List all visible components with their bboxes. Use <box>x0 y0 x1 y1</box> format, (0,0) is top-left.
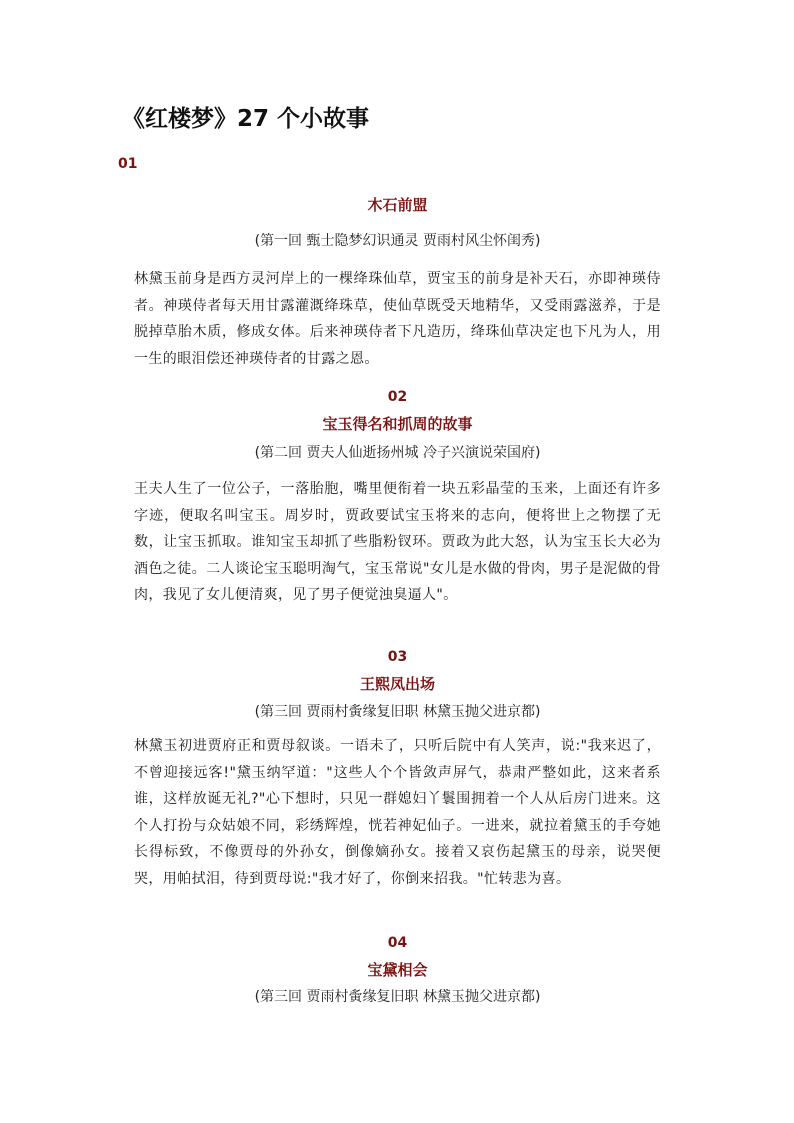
story-title: 木石前盟 <box>367 196 428 214</box>
chapter-reference: (第三回 贾雨村夤缘复旧职 林黛玉抛父进京都) <box>254 989 541 1005</box>
story-title: 宝玉得名和抓周的故事 <box>322 415 473 433</box>
story-number: 01 <box>118 156 138 172</box>
story-section <box>134 388 661 609</box>
story-title: 宝黛相会 <box>367 961 428 979</box>
chapter-reference: (第二回 贾夫人仙逝扬州城 冷子兴演说荣国府) <box>254 445 541 461</box>
story-number: 04 <box>387 935 408 951</box>
page-title: 《红楼梦》27 个小故事 <box>122 106 370 132</box>
story-number: 02 <box>387 389 408 405</box>
chapter-reference: (第一回 甄士隐梦幻识通灵 贾雨村风尘怀闺秀) <box>254 233 541 249</box>
story-section <box>134 648 661 892</box>
story-title: 王熙凤出场 <box>359 675 435 693</box>
chapter-reference: (第三回 贾雨村夤缘复旧职 林黛玉抛父进京都) <box>254 704 541 720</box>
story-body: 林黛玉前身是西方灵河岸上的一棵绛珠仙草，贾宝玉的前身是补天石，亦即神瑛侍者。神瑛侍者每天用甘露灌溉绛珠草，使仙草既受天地精华，又受雨露滋养，于是脱掉草胎木质，修成女体。后来神瑛侍者下凡造历，绛珠仙草决定也下凡为人，用一生的眼泪偿还神瑛侍者的甘露之恩。 <box>134 271 661 367</box>
story-body: 林黛玉初进贾府正和贾母叙谈。一语未了，只听后院中有人笑声，说:"我来迟了，不曾迎接远客!"黛玉纳罕道："这些人个个皆敛声屏气，恭肃严整如此，这来者系谁，这样放诞无礼?"心下想时，只见一群媳妇丫鬟围拥着一个人从后房门进来。这个人打扮与众姑娘不同，彩绣辉煌，恍若神妃仙子。一进来，就拉着黛玉的手夸她长得标致，不像贾母的外孙女，倒像嫡孙女。接着又哀伤起黛玉的母亲，说哭便哭，用帕拭泪，待到贾母说:"我才好了，你倒来招我。"忙转悲为喜。 <box>134 738 661 887</box>
story-section <box>134 934 661 1007</box>
story-number: 03 <box>387 649 408 665</box>
story-body: 王夫人生了一位公子，一落胎胞，嘴里便衔着一块五彩晶莹的玉来，上面还有许多字迹，便取名叫宝玉。周岁时，贾政要试宝玉将来的志向，便将世上之物摆了无数，让宝玉抓取。谁知宝玉却抓了些脂粉钗环。贾政为此大怒，认为宝玉长大必为酒色之徒。二人谈论宝玉聪明淘气，宝玉常说"女儿是水做的骨肉，男子是泥做的骨肉，我见了女儿便清爽，见了男子便觉浊臭逼人"。 <box>134 481 661 603</box>
story-section <box>134 195 661 372</box>
